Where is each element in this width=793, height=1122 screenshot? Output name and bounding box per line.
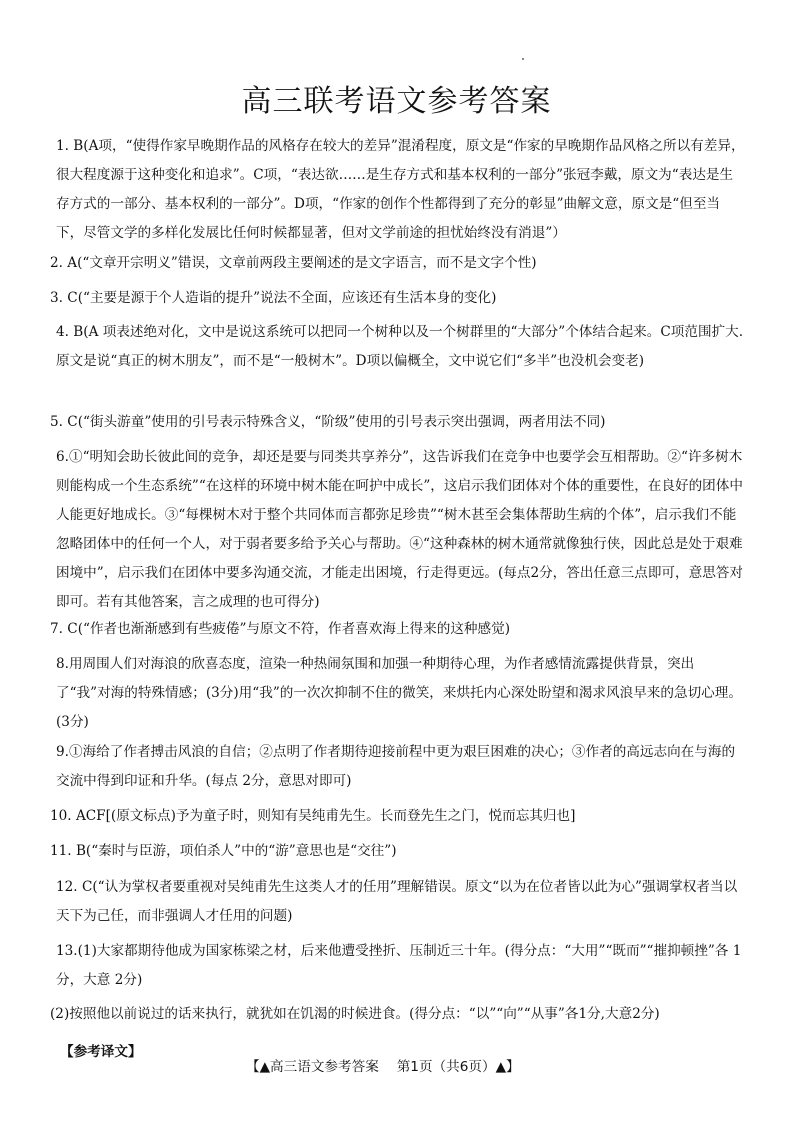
- answer-8: 8.用周围人们对海浪的欣喜态度，渲染一种热闹氛围和加强一种期待心理，为作者感情流露提供背景，突出了“我”对海的特殊情感；(3分)用“我”的一次次抑制不住的微笑，来烘托内心深处盼望和渴求风浪早来的急切心理。(3分): [56, 656, 742, 730]
- answer-7: 7. C(“作者也渐渐感到有些疲倦”与原文不符，作者喜欢海上得来的这种感觉): [50, 621, 511, 637]
- translation-heading: 【参考译文】: [60, 1044, 142, 1060]
- answer-5: 5. C(“街头游童”使用的引号表示特殊含义，“阶级”使用的引号表示突出强调，两者用法不同): [50, 414, 606, 430]
- scan-dot: [522, 58, 524, 60]
- answer-4: 4. B(A 项表述绝对化，文中是说这系统可以把同一个树种以及一个树群里的“大部分”个体结合起来。C项范围扩大.原文是说“真正的树木朋友”，而不是“一般树木”。D项以偏概全，文中说它们“多半”也没机会变老): [56, 324, 744, 369]
- answer-1: 1. B(A项，“使得作家早晚期作品的风格存在较大的差异”混淆程度，原文是“作家的早晚期作品风格之所以有差异，很大程度源于这种变化和追求”。C项，“表达欲……是生存方式和基本权利的一部分”张冠李戴，原文为“表达是生存方式的一部分、基本权利的一部分”。D项，“作家的创作个性都得到了充分的彰显”曲解文意，原文是“但至当下，尽管文学的多样化发展比任何时候都显著，但对文学前途的担忧始终没有消退”）: [56, 138, 745, 241]
- answer-12: 12. C(“认为掌权者要重视对吴纯甫先生这类人才的任用”理解错误。原文“以为在位者皆以此为心”强调掌权者当以天下为己任，而非强调人才任用的问题): [56, 879, 738, 924]
- answer-13-2: (2)按照他以前说过的话来执行，就犹如在饥渴的时候进食。(得分点：“以”“向”“从事”各1分,大意2分): [50, 1006, 660, 1022]
- page-title: 高三联考语文参考答案: [241, 84, 552, 119]
- answer-10: 10. ACF[(原文标点)予为童子时，则知有吴纯甫先生。长而登先生之门，悦而忘其归也]: [50, 808, 576, 824]
- answer-9: 9.①海给了作者搏击风浪的自信；②点明了作者期待迎接前程中更为艰巨困难的决心；③作者的高远志向在与海的交流中得到印证和升华。(每点 2分，意思对即可): [56, 744, 736, 789]
- answer-13-1: 13.(1)大家都期待他成为国家栋梁之材，后来他遭受挫折、压制近三十年。(得分点：“大用”“既而”“摧抑顿挫”各 1分，大意 2分): [56, 943, 742, 988]
- answer-6: 6.①“明知会助长彼此间的竞争，却还是要与同类共享养分”，这告诉我们在竞争中也要学会互相帮助。②“许多树木则能构成一个生态系统”“在这样的环境中树木能在呵护中成长”，这启示我们团体对个体的重要性，在良好的团体中人能更好地成长。③“每棵树木对于整个共同体而言都弥足珍贵”“树木甚至会集体帮助生病的个体”，启示我们不能忽略团体中的任何一个人，对于弱者要多给予关心与帮助。④“这种森林的树木通常就像独行侠，因此总是处于艰难困境中”，启示我们在团体中要多沟通交流，才能走出困境，行走得更远。(每点2分，答出任意三点即可，意思答对即可。若有其他答案，言之成理的也可得分): [56, 449, 743, 610]
- answer-3: 3. C(“主要是源于个人造诣的提升”说法不全面，应该还有生活本身的变化): [50, 290, 497, 306]
- page-footer: 【▲高三语文参考答案 第1页（共6页）▲】: [246, 1059, 520, 1075]
- answer-2: 2. A(“文章开宗明义”错误，文章前两段主要阐述的是文字语言，而不是文字个性): [50, 255, 537, 271]
- answer-11: 11. B(“秦时与臣游，项伯杀人”中的“游”意思也是“交往”): [50, 843, 397, 859]
